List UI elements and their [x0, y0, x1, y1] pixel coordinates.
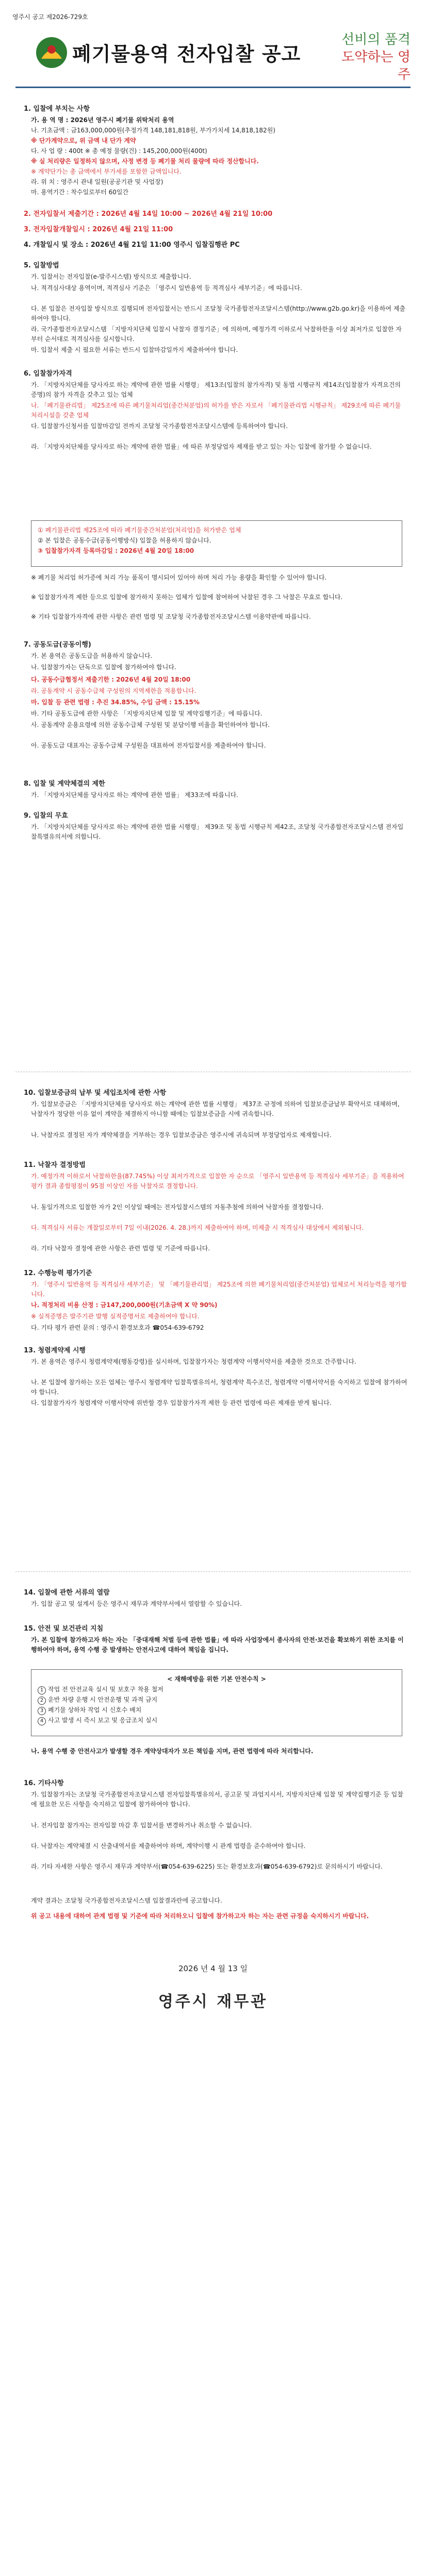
document-number: 영주시 공고 제2026-729호	[12, 13, 88, 21]
s7-list-4: 바. 기타 공동도급에 관한 사항은 「지방자치단체 입찰 및 계약집행기준」에 따릅니다.	[31, 710, 263, 717]
s6-note-3: ※ 기타 입찰참가자격에 관한 사항은 관련 법령 및 조달청 국가종합전자조달시스템 이용약관에 따릅니다.	[31, 613, 311, 620]
section-15-heading: 15. 안전 및 보건관리 지침	[24, 1625, 104, 1633]
s7-line-2: 나. 입찰참가자는 단독으로 입찰에 참가하여야 합니다.	[31, 664, 176, 671]
s1-line-4: 다. 사 업 량 : 400t ※ 총 예정 물량(건) : 145,200,000원(400t)	[31, 147, 207, 155]
section-11-heading: 11. 낙찰자 결정방법	[24, 1161, 86, 1169]
city-slogan	[333, 31, 411, 83]
s16-line-2: 나. 전자입찰 참가자는 전자입찰 마감 후 입찰서를 변경하거나 취소할 수 없습니다.	[31, 1822, 252, 1829]
closing-line-2: 위 공고 내용에 대하여 관계 법령 및 기준에 따라 처리하오니 입찰에 참가하고자 하는 자는 관련 규정을 숙지하시기 바랍니다.	[31, 1912, 369, 1920]
section-6-heading: 6. 입찰참가자격	[24, 370, 72, 378]
safety-rule-4-text: 사고 발생 시 즉시 보고 및 응급조치 실시	[48, 1717, 158, 1724]
header	[0, 27, 426, 83]
safety-rule-2	[38, 1694, 396, 1705]
s1-line-5: ※ 실 처리량은 일정하지 않으며, 사정 변경 등 폐기물 처리 물량에 따라 정산합니다.	[31, 158, 259, 165]
s11-line-3: 다. 적격심사 서류는 개찰일로부터 7일 이내(2026. 4. 28.)까지 제출하여야 하며, 미제출 시 적격심사 대상에서 제외됩니다.	[31, 1224, 364, 1231]
s7-list-6: 아. 공동도급 대표자는 공동수급체 구성원을 대표하여 전자입찰서를 제출하여야 합니다.	[31, 742, 266, 749]
s13-line-2: 나. 본 입찰에 참가하는 모든 업체는 영주시 청렴계약 입찰특별유의서, 청렴계약 특수조건, 청렴계약 이행서약서를 숙지하고 입찰에 참가하여야 합니다.	[31, 1379, 407, 1396]
s14-line-1: 가. 입찰 공고 및 설계서 등은 영주시 재무과 계약부서에서 열람할 수 있습니다.	[31, 1600, 242, 1607]
s13-line-3: 다. 입찰참가자가 청렴계약 이행서약에 위반할 경우 입찰참가자격 제한 등 관련 법령에 따른 제재를 받게 됩니다.	[31, 1399, 332, 1406]
yeongju-emblem-icon	[31, 32, 72, 73]
s7-list-1: 다. 공동수급협정서 제출기한 : 2026년 4월 20일 18:00	[31, 676, 191, 683]
qualification-item-1: ① 폐기물관리법 제25조에 따라 폐기물중간처분업(처리업)을 허가받은 업체	[38, 527, 241, 534]
s6-line-3: 다. 입찰참가신청서를 입찰마감일 전까지 조달청 국가종합전자조달시스템에 등록하여야 합니다.	[31, 422, 288, 430]
section-14-heading: 14. 입찰에 관한 서류의 열람	[24, 1589, 110, 1597]
s11-line-4: 라. 기타 낙찰자 결정에 관한 사항은 관련 법령 및 기준에 따릅니다.	[31, 1245, 210, 1252]
slogan-line-2: 도약하는 영주	[341, 49, 411, 82]
section-7-heading: 7. 공동도급(공동이행)	[24, 641, 91, 649]
issuing-organization: 영주시 재무관	[158, 1993, 268, 2011]
safety-rule-3-text: 폐기물 상하차 작업 시 신호수 배치	[48, 1706, 142, 1714]
s1-line-3: ※ 단가계약으로, 위 금액 내 단가 계약	[31, 137, 136, 144]
section-8-heading: 8. 입찰 및 계약체결의 제한	[24, 780, 105, 788]
s1-line-8: 마. 용역기간 : 착수일로부터 60일간	[31, 189, 129, 196]
s6-line-4: 라. 「지방자치단체를 당사자로 하는 계약에 관한 법률」에 따른 부정당업자 제재를 받고 있는 자는 입찰에 참가할 수 없습니다.	[31, 443, 372, 450]
s6-note-2: ※ 입찰참가자격 제한 등으로 입찰에 참가하지 못하는 업체가 입찰에 참여하여 낙찰된 경우 그 낙찰은 무효로 합니다.	[31, 594, 343, 601]
number-2-icon: 2	[38, 1697, 46, 1705]
s6-line-1: 가. 「지방자치단체를 당사자로 하는 계약에 관한 법률 시행령」 제13조(입찰의 참가자격) 및 동법 시행규칙 제14조(입찰참가 자격요건의 증명)의 참가 자격을 갖추고 있는 업체	[31, 381, 401, 398]
section-4-heading: 4. 개찰일시 및 장소 : 2026년 4월 21일 11:00 영주시 입찰집행관 PC	[24, 241, 240, 249]
section-3-heading: 3. 전자입찰개찰일시 : 2026년 4월 21일 11:00	[24, 226, 173, 233]
qualification-box	[31, 520, 402, 567]
closing-line-1: 계약 결과는 조달청 국가종합전자조달시스템 입찰결과란에 공고합니다.	[31, 1897, 222, 1904]
s9-line-1: 가. 「지방자치단체를 당사자로 하는 계약에 관한 법률 시행령」 제39조 및 동법 시행규칙 제42조, 조달청 국가종합전자조달시스템 전자입찰특별유의서에 의합니다.	[31, 823, 404, 840]
s16-line-4: 라. 기타 자세한 사항은 영주시 재무과 계약부서(☎054-639-6225) 또는 환경보호과(☎054-639-6792)로 문의하시기 바랍니다.	[31, 1863, 383, 1870]
safety-box-title: < 재해예방을 위한 기본 안전수칙 >	[167, 1675, 266, 1683]
s11-line-1: 가. 예정가격 이하로서 낙찰하한율(87.745%) 이상 최저가격으로 입찰한 자 순으로 「영주시 일반용역 등 적격심사 세부기준」을 적용하여 평가 결과 종합평점이 95점 이상인 자를 낙찰자로 결정합니다.	[31, 1173, 404, 1190]
s8-line-1: 가. 「지방자치단체를 당사자로 하는 계약에 관한 법률」 제33조에 따릅니다.	[31, 791, 238, 799]
section-5-heading: 5. 입찰방법	[24, 262, 59, 269]
s5-line-1: 가. 입찰서는 전자입찰(e-발주시스템) 방식으로 제출합니다.	[31, 273, 191, 280]
s10-line-1: 가. 입찰보증금은 「지방자치단체를 당사자로 하는 계약에 관한 법률 시행령」 제37조 규정에 의하여 입찰보증금납부 확약서로 대체하며, 낙찰자가 정당한 이유 없이 계약을 체결하지 아니할 때에는 입찰보증금을 시에 귀속합니다.	[31, 1100, 400, 1117]
s5-line-5: 마. 입찰서 제출 시 필요한 서류는 반드시 입찰마감일까지 제출하여야 합니다.	[31, 346, 238, 353]
s1-line-2: 나. 기초금액 : 금163,000,000원(추정가격 148,181,818원, 부가가치세 14,818,182원)	[31, 127, 275, 134]
slogan-line-1: 선비의 품격	[341, 32, 411, 47]
section-1-heading: 1. 입찰에 부치는 사항	[24, 105, 90, 113]
safety-rule-4	[38, 1715, 396, 1725]
s16-line-1: 가. 입찰참가자는 조달청 국가종합전자조달시스템 전자입찰특별유의서, 공고문 및 과업지시서, 지방자치단체 입찰 및 계약집행기준 등 입찰에 필요한 모든 사항을 숙지하고 입찰에 참가하여야 합니다.	[31, 1791, 403, 1808]
s6-line-2: 나. 「폐기물관리법」 제25조에 따른 폐기물처리업(중간처분업)의 허가를 받은 자로서 「폐기물관리법 시행규칙」 제29조에 따른 폐기물 처리시설을 갖춘 업체	[31, 402, 401, 419]
s15-line-1: 가. 본 입찰에 참가하고자 하는 자는 「중대재해 처벌 등에 관한 법률」에 따라 사업장에서 종사자의 안전·보건을 확보하기 위한 조치를 이행하여야 하며, 용역 수행 중 발생하는 안전사고에 대하여 책임을 집니다.	[31, 1636, 404, 1653]
s7-list-3: 마. 입찰 등 관련 법령 : 추진 34.85%, 수입 금액 : 15.15%	[31, 699, 200, 706]
s7-list-5: 사. 공동계약 운용요령에 의한 공동수급체 구성원 및 분담이행 비율을 확인하여야 합니다.	[31, 721, 270, 728]
s12-line-2: 나. 적정처리 비용 산정 : 금147,200,000원(기초금액 X 약 90%)	[31, 1301, 218, 1309]
s1-line-6: ※ 계약단가는 총 금액에서 부가세를 포함한 금액입니다.	[31, 168, 182, 175]
safety-rule-1-text: 작업 전 안전교육 실시 및 보호구 착용 철저	[48, 1686, 163, 1693]
section-16-heading: 16. 기타사항	[24, 1780, 64, 1787]
s11-line-2: 나. 동일가격으로 입찰한 자가 2인 이상일 때에는 전자입찰시스템의 자동추첨에 의하여 낙찰자를 결정합니다.	[31, 1204, 324, 1211]
safety-rule-2-text: 운반 차량 운행 시 안전운행 및 과적 금지	[48, 1696, 158, 1703]
page-title: 폐기물용역 전자입찰 공고	[72, 43, 301, 65]
page-divider-2	[15, 1571, 411, 1572]
s7-list-2: 라. 공동계약 시 공동수급체 구성원의 지역제한을 적용합니다.	[31, 687, 196, 694]
title-rule	[15, 87, 411, 88]
number-3-icon: 3	[38, 1707, 46, 1715]
s5-line-2: 나. 적격심사대상 용역이며, 적격심사 기준은 「영주시 일반용역 등 적격심사 세부기준」에 따릅니다.	[31, 284, 302, 292]
safety-rules-box	[31, 1669, 402, 1736]
number-4-icon: 4	[38, 1717, 46, 1725]
s12-line-4: 다. 기타 평가 관련 문의 : 영주시 환경보호과 ☎054-639-6792	[31, 1324, 204, 1331]
announcement-date: 2026 년 4 월 13 일	[178, 1964, 248, 1973]
s16-line-3: 다. 낙찰자는 계약체결 시 산출내역서를 제출하여야 하며, 계약이행 시 관계 법령을 준수하여야 합니다.	[31, 1842, 306, 1850]
safety-rule-1	[38, 1684, 396, 1694]
section-2-heading: 2. 전자입찰서 제출기간 : 2026년 4월 14일 10:00 ~ 2026년 4월 21일 10:00	[24, 210, 273, 218]
section-9-heading: 9. 입찰의 무효	[24, 812, 68, 820]
s5-line-3: 다. 본 입찰은 전자입찰 방식으로 집행되며 전자입찰서는 반드시 조달청 국가종합전자조달시스템(http://www.g2b.go.kr)을 이용하여 제출하여야 합니다.	[31, 305, 406, 322]
s12-line-1: 가. 「영주시 일반용역 등 적격심사 세부기준」 및 「폐기물관리법」 제25조에 의한 폐기물처리업(중간처분업) 업체로서 처리능력을 평가합니다.	[31, 1281, 407, 1298]
number-1-icon: 1	[38, 1686, 46, 1694]
s7-line-1: 가. 본 용역은 공동도급을 허용하지 않습니다.	[31, 652, 153, 659]
s13-line-1: 가. 본 용역은 영주시 청렴계약제(행동강령)를 실시하며, 입찰참가자는 청렴계약 이행서약서를 제출한 것으로 간주합니다.	[31, 1358, 356, 1365]
s1-line-1: 가. 용 역 명 : 2026년 영주시 폐기물 위탁처리 용역	[31, 116, 174, 124]
s12-line-3: ※ 실적증명은 발주기관 발행 실적증명서로 제출하여야 합니다.	[31, 1313, 200, 1320]
qualification-item-3: ③ 입찰참가자격 등록마감일 : 2026년 4월 20일 18:00	[38, 547, 194, 554]
safety-rule-3	[38, 1705, 396, 1715]
section-10-heading: 10. 입찰보증금의 납부 및 세입조치에 관한 사항	[24, 1089, 167, 1097]
qualification-item-2: ② 본 입찰은 공동수급(공동이행방식) 입찰을 허용하지 않습니다.	[38, 537, 211, 544]
s10-line-2: 나. 낙찰자로 결정된 자가 계약체결을 거부하는 경우 입찰보증금은 영주시에 귀속되며 부정당업자로 제재합니다.	[31, 1131, 332, 1139]
section-13-heading: 13. 청렴계약제 시행	[24, 1347, 86, 1354]
s15-line-2: 나. 용역 수행 중 안전사고가 발생할 경우 계약상대자가 모든 책임을 지며, 관련 법령에 따라 처리합니다.	[31, 1748, 314, 1755]
section-12-heading: 12. 수행능력 평가기준	[24, 1269, 92, 1277]
s1-line-7: 라. 위 치 : 영주시 관내 일원(공공기관 및 사업장)	[31, 178, 163, 185]
s5-line-4: 라. 국가종합전자조달시스템 「지방자치단체 입찰시 낙찰자 결정기준」에 의하며, 예정가격 이하로서 낙찰하한율 이상 최저가로 입찰한 자부터 순서대로 적격심사를 실시합니다.	[31, 326, 402, 343]
s6-note-1: ※ 폐기물 처리업 허가증에 처리 가능 품목이 명시되어 있어야 하며 처리 가능 용량을 확인할 수 있어야 합니다.	[31, 574, 327, 581]
